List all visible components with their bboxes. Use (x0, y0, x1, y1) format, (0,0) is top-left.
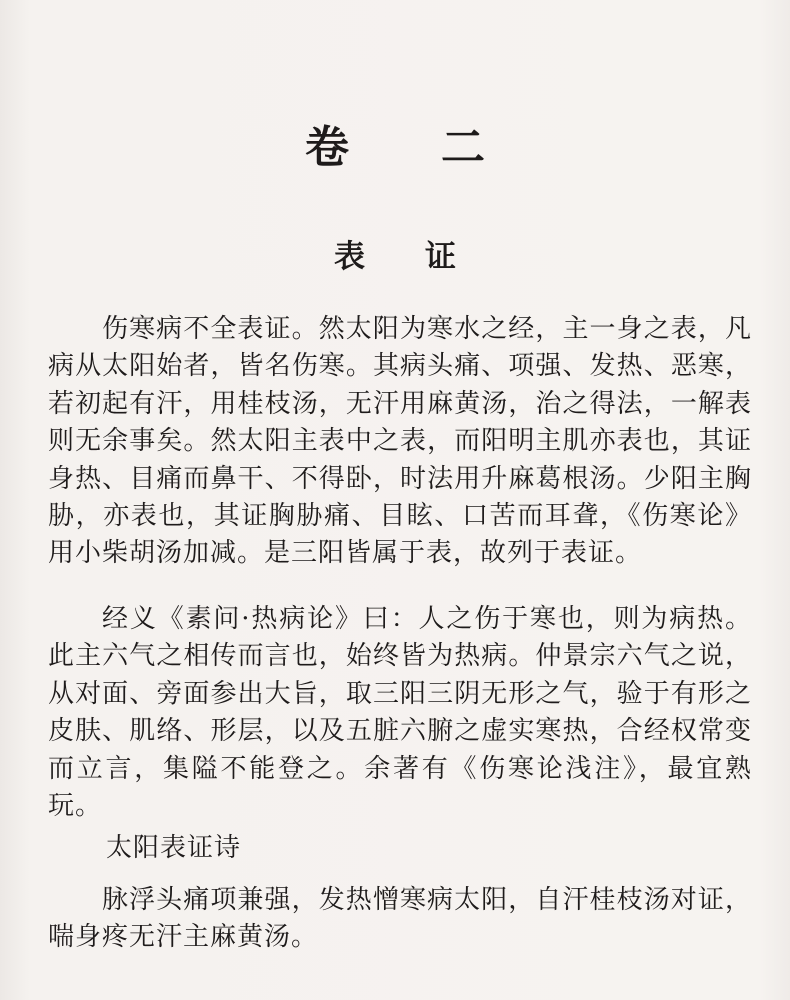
poem-text: 脉浮头痛项兼强，发热憎寒病太阳，自汗桂枝汤对证，喘身疼无汗主麻黄汤。 (48, 885, 752, 953)
paragraph-2: 经义《素问·热病论》曰：人之伤于寒也，则为病热。此主六气之相传而言也，始终皆为热病。仲景宗六气之说，从对面、旁面参出大旨，取三阳三阴无形之气，验于有形之皮肤、肌络、形层，以及五脏六腑之虚实寒热，合经权常变而立言，集隘不能登之。余著有《伤寒论浅注》，最宜熟玩。 (48, 604, 752, 822)
chapter-title: 卷二 (305, 122, 577, 173)
section-title: 表证 (334, 239, 516, 275)
poem-title: 太阳表证诗 (106, 833, 242, 863)
paragraph-1: 伤寒病不全表证。然太阳为寒水之经，主一身之表，凡病从太阳始者，皆名伤寒。其病头痛、项强、发热、恶寒，若初起有汗，用桂枝汤，无汗用麻黄汤，治之得法，一解表则无余事矣。然太阳主表中之表，而阳明主肌亦表也，其证身热、目痛而鼻干、不得卧，时法用升麻葛根汤。少阳主胸胁，亦表也，其证胸胁痛、目眩、口苦而耳聋，《伤寒论》用小柴胡汤加减。是三阳皆属于表，故列于表证。 (48, 314, 752, 569)
